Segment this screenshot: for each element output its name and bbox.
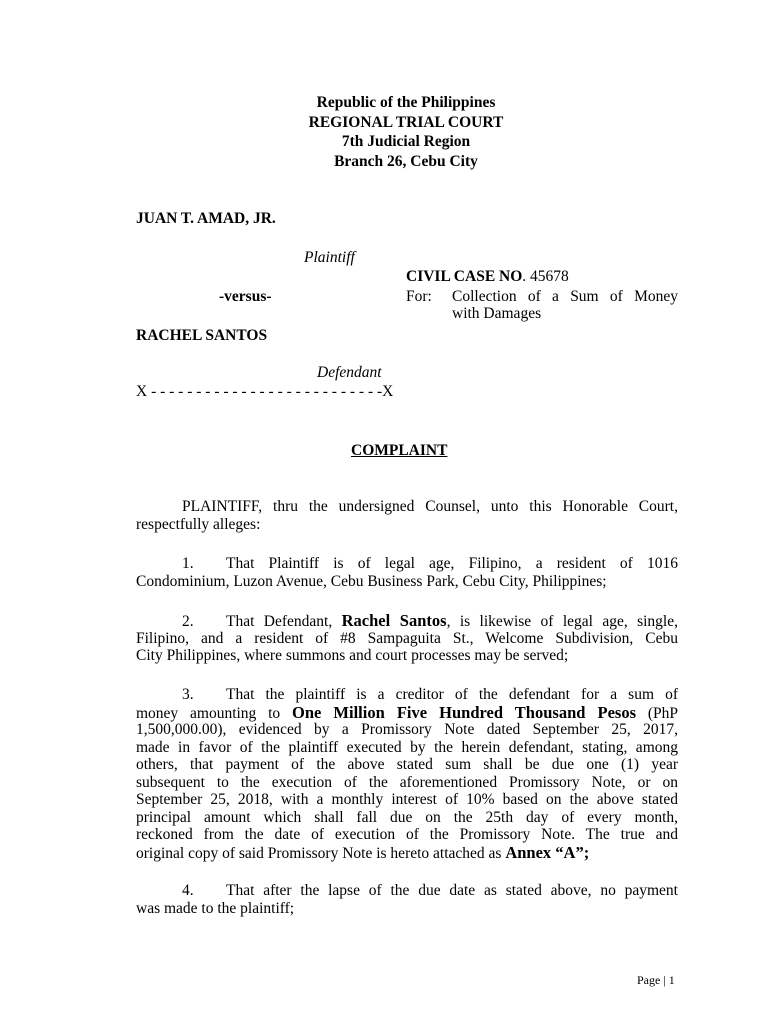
allegation-number: 3.	[182, 686, 194, 703]
allegation-3	[136, 686, 678, 861]
allegation-1	[136, 555, 678, 590]
allegation-number: 1.	[182, 555, 194, 572]
case-number-value: . 45678	[522, 268, 569, 285]
annex-reference: Annex “A”;	[505, 842, 590, 862]
allegation-3-text: (PhP	[636, 704, 678, 722]
defendant-name: RACHEL SANTOS	[136, 327, 268, 344]
allegation-4-line-1: That after the lapse of the due date as stated above, no payment	[226, 882, 678, 899]
header-line-court: REGIONAL TRIAL COURT	[308, 113, 504, 131]
caption-divider: X - - - - - - - - - - - - - - - - - - - - - - - - - -X	[136, 383, 394, 400]
allegation-number: 4.	[182, 882, 194, 899]
allegation-4	[136, 882, 678, 917]
allegation-3-line-1: That the plaintiff is a creditor of the defendant for a sum of	[226, 686, 678, 703]
allegation-3-line-4: made in favor of the plaintiff executed by the herein defendant, stating, among	[136, 738, 678, 756]
amount-in-words: One Million Five Hundred Thousand Pesos	[292, 702, 637, 722]
allegation-3-line-5: others, that payment of the above stated sum shall be due one (1) year	[136, 756, 678, 773]
allegation-3-line-3: 1,500,000.00), evidenced by a Promissory Note dated September 25, 2017,	[136, 721, 678, 738]
for-label: For:	[406, 288, 432, 305]
allegation-2-line-3: City Philippines, where summons and court processes may be served;	[136, 647, 569, 664]
allegation-3-line-8: principal amount which shall fall due on the 25th day of every month,	[136, 808, 678, 826]
case-subject-line2: with Damages	[452, 305, 542, 322]
page-number: Page | 1	[637, 973, 675, 987]
allegation-2-line-2: Filipino, and a resident of #8 Sampaguita St., Welcome Subdivision, Cebu	[136, 629, 678, 647]
intro-paragraph	[136, 498, 678, 533]
allegation-4-line-2: was made to the plaintiff;	[136, 899, 295, 917]
plaintiff-name: JUAN T. AMAD, JR.	[136, 210, 276, 227]
allegation-3-line-7: September 25, 2018, with a monthly interest of 10% based on the above stated	[136, 791, 678, 808]
allegation-1-line-2: Condominium, Luzon Avenue, Cebu Business Park, Cebu City, Philippines;	[136, 572, 607, 590]
case-number	[406, 267, 569, 286]
allegation-3-text: money amounting to	[136, 704, 293, 722]
allegation-2-text: , is likewise of legal age, single,	[446, 613, 678, 630]
court-header	[0, 93, 768, 171]
document-title: COMPLAINT	[351, 442, 448, 459]
allegation-2-text: That Defendant,	[226, 613, 342, 630]
allegation-number: 2.	[182, 613, 194, 630]
defendant-name-inline: Rachel Santos	[341, 611, 447, 630]
header-line-region: 7th Judicial Region	[341, 133, 471, 150]
case-subject-line1: Collection of a Sum of Money	[452, 288, 678, 305]
plaintiff-label: Plaintiff	[304, 249, 355, 266]
versus-label: -versus-	[219, 288, 272, 305]
allegation-1-line-1: That Plaintiff is of legal age, Filipino, a resident of 1016	[226, 555, 678, 572]
allegation-3-line-9: reckoned from the date of execution of the Promissory Note. The true and	[136, 826, 678, 843]
allegation-2	[136, 612, 678, 665]
intro-line-1: PLAINTIFF, thru the undersigned Counsel, unto this Honorable Court,	[182, 498, 678, 515]
defendant-label: Defendant	[317, 364, 382, 381]
case-number-label: CIVIL CASE NO	[406, 268, 523, 285]
allegation-3-text: original copy of said Promissory Note is hereto attached as	[136, 844, 506, 862]
intro-line-2: respectfully alleges:	[136, 515, 261, 533]
header-line-branch: Branch 26, Cebu City	[334, 152, 478, 170]
header-line-republic: Republic of the Philippines	[316, 94, 496, 111]
allegation-3-line-6: subsequent to the execution of the aforementioned Promissory Note, or on	[136, 773, 678, 791]
